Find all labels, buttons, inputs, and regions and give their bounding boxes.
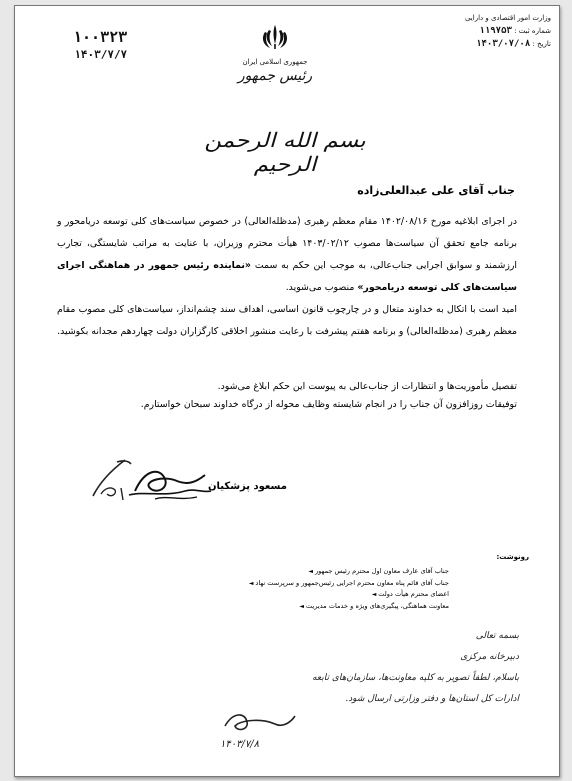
- signature-icon: [125, 461, 215, 506]
- ministry-name: وزارت امور اقتصادی و دارایی: [464, 14, 551, 22]
- closing-line-1: تفصیل مأموریت‌ها و انتظارات از جناب‌عالی به پیوست این حکم ابلاغ می‌شود.: [217, 381, 517, 392]
- closing-lines: [57, 378, 517, 414]
- number-row: [465, 25, 551, 38]
- addressee: جناب آقای علی عبدالعلی‌زاده: [357, 184, 515, 197]
- handwritten-note: [49, 626, 519, 710]
- cc-item: معاونت هماهنگی، پیگیری‌های ویژه و خدمات مدیریت ◄: [249, 601, 449, 613]
- date-label: تاریخ :: [532, 40, 551, 48]
- handwritten-date: ۱۴۰۳/۷/۸: [220, 739, 259, 750]
- bismillah-calligraphy: بسم الله الرحمن الرحیم: [204, 128, 366, 176]
- date-value: ۱۴۰۳/۰۷/۰۸: [476, 39, 531, 49]
- paragraph-2: امید است با اتکال به خداوند متعال و در چارچوب قانون اساسی، اهداف سند چشم‌انداز، سیاست‌های کلی مصوب مقام معظم رهبری (مدظله‌العالی) و برنامه هفتم پیشرفت با رعایت منشور اخلاقی کارگزاران دولت چهاردهم مجدانه بکوشید.: [57, 304, 517, 337]
- left-date: ۱۴۰۳/۷/۷: [74, 48, 128, 61]
- handwritten-line: باسلام، لطفاً تصویر به کلیه معاونت‌ها، سازمان‌های تابعه: [312, 673, 519, 683]
- paragraph-1-end: منصوب می‌شوید.: [285, 282, 355, 293]
- handwritten-initial-icon: [215, 706, 305, 766]
- republic-title: جمهوری اسلامی ایران: [242, 58, 308, 66]
- cc-item: جناب آقای عارف معاون اول محترم رئیس جمهور ◄: [249, 566, 449, 578]
- number-value: ۱۱۹۷۵۳: [479, 26, 512, 36]
- handwritten-line: ادارات کل استان‌ها و دفتر وزارتی ارسال شود.: [345, 694, 519, 704]
- cc-item: اعضای محترم هیأت دولت ◄: [249, 589, 449, 601]
- decree-body: [57, 211, 517, 343]
- cc-item: جناب آقای قائم پناه معاون محترم اجرایی رئیس‌جمهور و سرپرست نهاد ◄: [249, 578, 449, 590]
- document-page: [14, 5, 560, 777]
- handwritten-line: دبیرخانه مرکزی: [460, 652, 519, 662]
- registration-meta: [465, 12, 551, 51]
- closing-line-2: توفیقات روزافزون آن جناب را در انجام شایسته وظایف محوله از درگاه خداوند سبحان خواستارم.: [140, 399, 517, 410]
- handwritten-line: بسمه تعالی: [475, 631, 519, 641]
- number-label: شماره ثبت :: [514, 27, 551, 35]
- date-row: [465, 38, 551, 51]
- left-number: ۱۰۰۳۲۳: [73, 28, 128, 46]
- signer-name: مسعود پزشکیان: [208, 481, 287, 492]
- left-number-block: [73, 28, 127, 61]
- appointment-title: «نماینده رئیس جمهور در هماهنگی اجرای سیاست‌های کلی توسعه دریامحور»: [57, 260, 517, 293]
- paragraph-1: [57, 211, 517, 299]
- president-title: رئیس جمهور: [237, 68, 313, 84]
- cc-list: [249, 566, 449, 612]
- paragraph-1-text: در اجرای ابلاغیه مورخ ۱۴۰۲/۰۸/۱۶ مقام معظم رهبری (مدظله‌العالی) در خصوص سیاست‌های کلی توسعه دریامحور و برنامه جامع تحقق آن سیاست‌ها مصوب ۱۴۰۳/۰۲/۱۲ هیأت محترم وزیران، با عنایت به مراتب شایستگی، تجارب ارزشمند و سوابق اجرایی جناب‌عالی، به موجب این حکم به سمت: [57, 216, 518, 271]
- iran-emblem-icon: [260, 22, 290, 52]
- cc-title: رونوشت:: [496, 553, 529, 561]
